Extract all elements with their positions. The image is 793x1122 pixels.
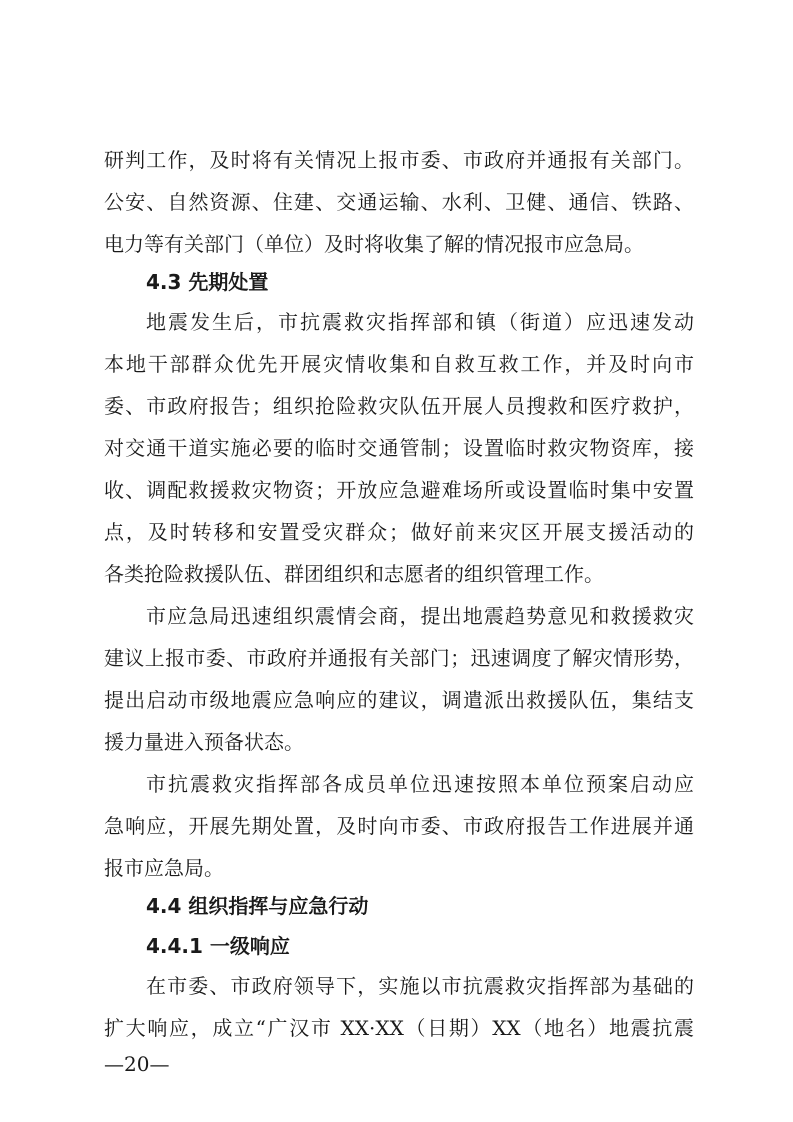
body-line: 援力量进入预备状态。 [104, 730, 304, 754]
body-line: 研判工作，及时将有关情况上报市委、市政府并通报有关部门。 [104, 148, 694, 172]
body-line: 建议上报市委、市政府并通报有关部门；迅速调度了解灾情形势， [104, 646, 694, 670]
body-line: 本地干部群众优先开展灾情收集和自救互救工作，并及时向市 [104, 352, 694, 376]
body-line: 在市委、市政府领导下，实施以市抗震救灾指挥部为基础的 [146, 974, 694, 998]
body-line: 收、调配救援救灾物资；开放应急避难场所或设置临时集中安置 [104, 478, 694, 502]
body-line: 扩大响应，成立“广汉市 XX·XX（日期）XX（地名）地震抗震 [104, 1016, 694, 1040]
body-line: 地震发生后，市抗震救灾指挥部和镇（街道）应迅速发动 [146, 310, 694, 334]
section-heading-4-3: 4.3 先期处置 [146, 270, 269, 294]
body-line: 点，及时转移和安置受灾群众；做好前来灾区开展支援活动的 [104, 520, 694, 544]
body-line: 市抗震救灾指挥部各成员单位迅速按照本单位预案启动应 [146, 772, 694, 796]
body-line: 公安、自然资源、住建、交通运输、水利、卫健、通信、铁路、 [104, 190, 694, 214]
section-heading-4-4: 4.4 组织指挥与应急行动 [146, 894, 369, 918]
section-heading-4-4-1: 4.4.1 一级响应 [146, 934, 290, 958]
page-number: —20— [104, 1052, 170, 1076]
body-line: 急响应，开展先期处置，及时向市委、市政府报告工作进展并通 [104, 814, 694, 838]
body-line: 各类抢险救援队伍、群团组织和志愿者的组织管理工作。 [104, 562, 604, 586]
body-line: 报市应急局。 [104, 856, 224, 880]
body-line: 委、市政府报告；组织抢险救灾队伍开展人员搜救和医疗救护， [104, 394, 694, 418]
body-line: 对交通干道实施必要的临时交通管制；设置临时救灾物资库，接 [104, 436, 694, 460]
body-line: 市应急局迅速组织震情会商，提出地震趋势意见和救援救灾 [146, 604, 694, 628]
body-line: 电力等有关部门（单位）及时将收集了解的情况报市应急局。 [104, 232, 644, 256]
body-line: 提出启动市级地震应急响应的建议，调遣派出救援队伍，集结支 [104, 688, 694, 712]
